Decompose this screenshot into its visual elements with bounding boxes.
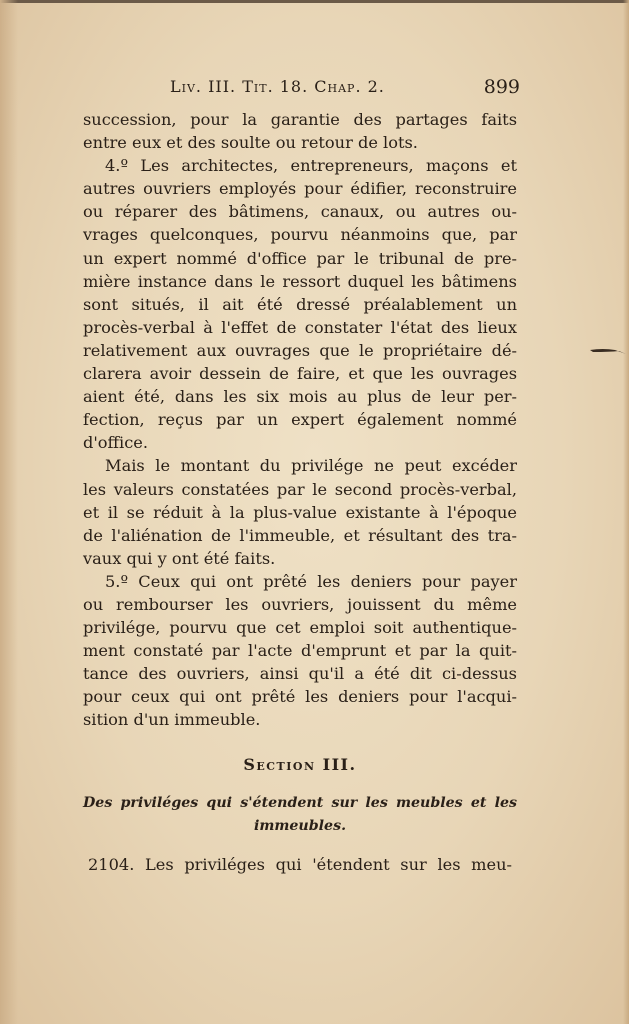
text-line: succession, pour la garantie des partages faits [83, 110, 517, 129]
text-line: mière instance dans le ressort duquel les bâtimens [83, 271, 517, 291]
body-text [83, 108, 517, 732]
text-line: pour ceux qui ont prêté les deniers pour l'acqui- [83, 687, 517, 707]
text-line: aient été, dans les six mois au plus de leur per- [83, 387, 517, 407]
running-header-title: Liv. III. Tit. 18. Chap. 2. [170, 77, 385, 96]
text-line: procès-verbal à l'effet de constater l'état des lieux [83, 317, 517, 337]
text-line: de l'aliénation de l'immeuble, et résultant des tra- [83, 525, 517, 545]
text-line: privilége, pourvu que cet emploi soit authentique- [83, 618, 517, 638]
text-line: vaux qui y ont été faits. [83, 548, 276, 568]
text-line: et il se réduit à la plus-value existante à l'époque [83, 502, 517, 522]
text-line: Mais le montant du privilége ne peut excéder [105, 456, 517, 476]
section-subtitle [83, 792, 517, 838]
text-line: 5.º Ceux qui ont prêté les deniers pour payer [105, 571, 517, 591]
text-line: un expert nommé d'office par le tribunal de pre- [83, 248, 517, 268]
text-line: les valeurs constatées par le second procès-verbal, [83, 479, 517, 499]
text-line: ou rembourser les ouvriers, jouissent du même [83, 594, 517, 614]
text-line: sition d'un immeuble. [83, 710, 261, 730]
text-line: vrages quelconques, pourvu néanmoins que, par [83, 225, 517, 245]
article-2104-opening: 2104. Les priviléges qui 'étendent sur les meu- [88, 855, 512, 874]
text-line: entre eux et des soulte ou retour de lots. [83, 133, 418, 153]
text-line: ment constaté par l'acte d'emprunt et par la quit- [83, 641, 517, 661]
text-line: autres ouvriers employés pour édifier, reconstruire [83, 179, 517, 199]
text-line: 4.º Les architectes, entrepreneurs, maçons et [105, 156, 517, 176]
section-subtitle-line-1: Des priviléges qui s'étendent sur les meubles et les [83, 795, 517, 811]
text-line: tance des ouvriers, ainsi qu'il a été dit ci-dessus [83, 664, 517, 684]
section-subtitle-line-2: immeubles. [253, 818, 347, 834]
running-header [170, 76, 520, 98]
page-right-edge [623, 0, 629, 1024]
text-line: sont situés, il ait été dressé préalablement un [83, 294, 517, 314]
text-line: relativement aux ouvrages que le propriétaire dé- [83, 340, 517, 360]
page-gutter-shadow [0, 0, 18, 1024]
page-number: 899 [483, 76, 520, 98]
text-line: clarera avoir dessein de faire, et que les ouvrages [83, 364, 517, 384]
text-line: fection, reçus par un expert également nommé [83, 410, 517, 430]
margin-ink-mark-icon [589, 346, 627, 356]
section-heading: Section III. [243, 755, 357, 774]
page-top-edge [0, 0, 629, 3]
text-line: ou réparer des bâtimens, canaux, ou autres ou- [83, 202, 517, 222]
text-line: d'office. [83, 433, 149, 453]
